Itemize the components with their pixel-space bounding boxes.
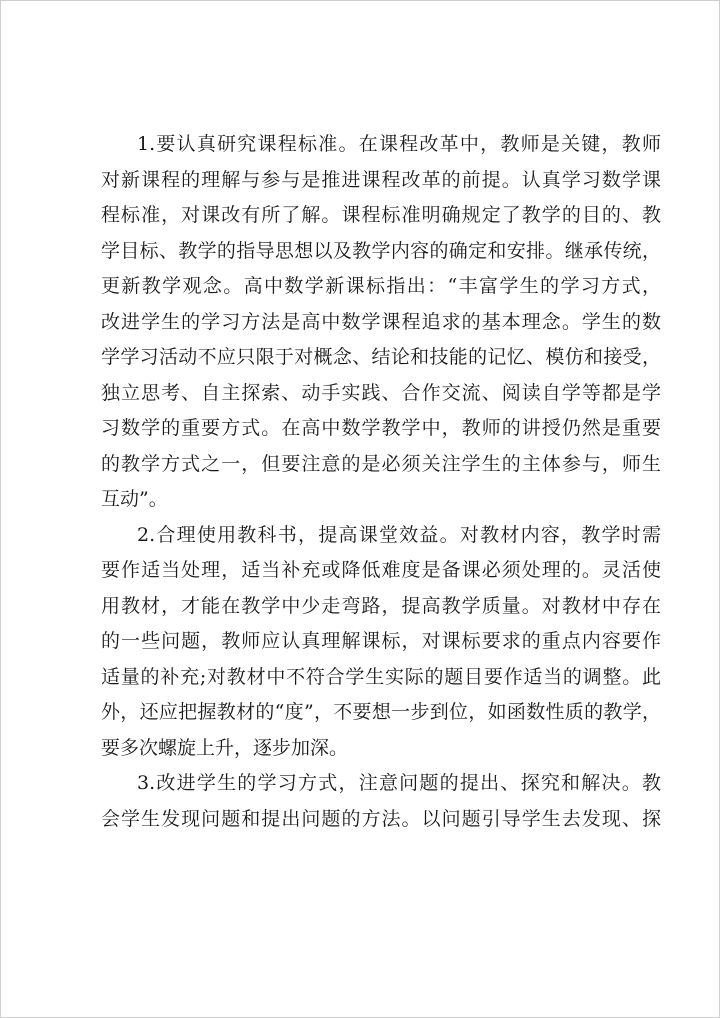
text-line: 的教学方式之一，但要注意的是必须关注学生的主体参与，师生 (101, 452, 661, 475)
text-line: 3.改进学生的学习方式，注意问题的提出、探究和解决。教 (137, 772, 661, 794)
paragraph-3 (101, 766, 661, 837)
text-line: 学学习活动不应只限于对概念、结论和技能的记忆、模仿和接受， (101, 346, 661, 368)
document-body (101, 127, 661, 837)
text-line: 用教材，才能在教学中少走弯路，提高教学质量。对教材中存在 (101, 594, 661, 617)
paragraph-1 (101, 127, 661, 518)
paragraph-2 (101, 518, 661, 767)
text-line: 独立思考、自主探索、动手实践、合作交流、阅读自学等都是学 (101, 381, 661, 404)
text-line: 学目标、教学的指导思想以及教学内容的确定和安排。继承传统， (101, 239, 661, 262)
text-line: 对新课程的理解与参与是推进课程改革的前提。认真学习数学课 (101, 168, 661, 191)
text-line: 1.要认真研究课程标准。在课程改革中，教师是关键，教师 (137, 133, 661, 155)
text-line: 会学生发现问题和提出问题的方法。以问题引导学生去发现、探 (101, 807, 661, 830)
text-line: 程标准，对课改有所了解。课程标准明确规定了教学的目的、教 (101, 204, 661, 226)
text-line: 改进学生的学习方法是高中数学课程追求的基本理念。学生的数 (101, 310, 661, 333)
text-line: 更新教学观念。高中数学新课标指出：“丰富学生的学习方式， (101, 275, 661, 297)
text-line: 互动”。 (101, 488, 168, 510)
text-line: 适量的补充;对教材中不符合学生实际的题目要作适当的调整。此 (101, 665, 661, 688)
text-line: 要作适当处理，适当补充或降低难度是备课必须处理的。灵活使 (101, 559, 661, 581)
text-line: 外，还应把握教材的“度”，不要想一步到位，如函数性质的教学， (101, 701, 661, 723)
text-line: 的一些问题，教师应认真理解课标，对课标要求的重点内容要作 (101, 630, 661, 652)
text-line: 习数学的重要方式。在高中数学教学中，教师的讲授仍然是重要 (101, 417, 661, 439)
text-line: 2.合理使用教科书，提高课堂效益。对教材内容，教学时需 (137, 523, 661, 546)
text-line: 要多次螺旋上升，逐步加深。 (101, 736, 349, 759)
